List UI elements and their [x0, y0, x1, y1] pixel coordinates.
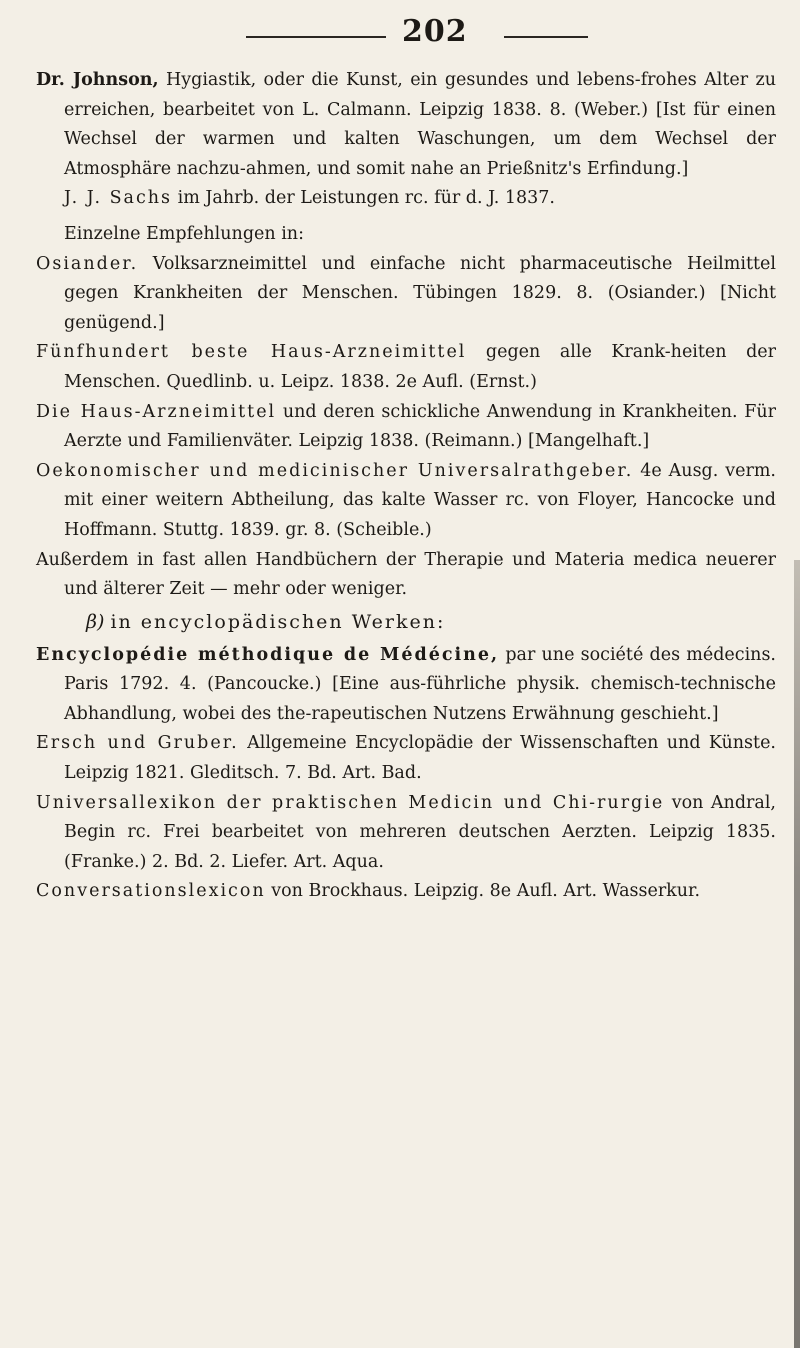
entry-text: Außerdem in fast allen Handbüchern der Therapie und Materia medica neuerer und älterer Zeit — mehr oder weniger.: [36, 549, 776, 600]
entry-author: Oekonomischer und medicinischer Universalrathgeber.: [36, 460, 634, 481]
entry-text: Allgemeine Encyclopädie der Wissenschaften und Künste. Leipzig 1821. Gleditsch. 7. Bd. Art. Bad.: [64, 733, 776, 784]
entry-author: Encyclopédie méthodique de Médécine,: [36, 644, 500, 665]
section-label: β): [86, 610, 105, 633]
entry-author: Ersch und Gruber.: [36, 733, 239, 754]
entry-text: Hygiastik, oder die Kunst, ein gesundes und lebens-frohes Alter zu erreichen, bearbeitet von L. Calmann. Leipzig 1838. 8. (Weber.) [Ist für einen Wechsel der warmen und kalten Waschungen, um dem Wechsel der Atmosphäre nachzu-ahmen, und somit nahe an Prießnitz's Erfindung.]: [64, 70, 776, 179]
section-b-heading: [86, 607, 776, 637]
page-number: 202: [402, 14, 468, 49]
entry-author: Die Haus-Arzneimittel: [36, 401, 277, 422]
entry-universallexikon: [36, 789, 776, 878]
entry-text: im Jahrb. der Leistungen rc. für d. J. 1837.: [177, 188, 555, 209]
page-header: [36, 10, 776, 66]
entry-conversations: [36, 877, 776, 907]
entry-author: Dr. Johnson,: [36, 70, 159, 90]
entry-author: Osiander.: [36, 253, 139, 274]
entry-ausserdem: [36, 546, 776, 605]
subheading: Einzelne Empfehlungen in:: [64, 223, 304, 244]
entry-encyclopedie: [36, 641, 776, 730]
entry-text: 4e Ausg. verm. mit einer weitern Abtheilung, das kalte Wasser rc. von Floyer, Hancocke und Hoffmann. Stuttg. 1839. gr. 8. (Scheible.): [64, 460, 776, 540]
entry-author: Fünfhundert beste Haus-Arzneimittel: [36, 342, 467, 363]
header-rule-left: [246, 36, 386, 38]
entry-author: J. J. Sachs: [64, 188, 173, 209]
entry-fuenfhundert: [36, 338, 776, 397]
entry-sachs: [36, 184, 776, 214]
book-page: [36, 10, 776, 907]
entry-text: gegen alle Krank-heiten der Menschen. Quedlinb. u. Leipz. 1838. 2e Aufl. (Ernst.): [64, 342, 776, 392]
entry-text: und deren schickliche Anwendung in Krankheiten. Für Aerzte und Familienväter. Leipzig 1838. (Reimann.) [Mangelhaft.]: [64, 401, 776, 452]
entry-johnson: [36, 66, 776, 184]
section-title: in encyclopädischen Werken:: [110, 610, 446, 633]
entry-text: Volksarzneimittel und einfache nicht pharmaceutische Heilmittel gegen Krankheiten der Menschen. Tübingen 1829. 8. (Osiander.) [Nicht genügend.]: [64, 253, 776, 333]
entry-text: von Brockhaus. Leipzig. 8e Aufl. Art. Wasserkur.: [271, 881, 701, 902]
entry-ersch: [36, 729, 776, 788]
entry-text: von Andral, Begin rc. Frei bearbeitet von mehreren deutschen Aerzten. Leipzig 1835. (Franke.) 2. Bd. 2. Liefer. Art. Aqua.: [64, 792, 776, 872]
entry-hausarzneimittel: [36, 398, 776, 457]
entry-author: Universallexikon der praktischen Medicin und Chi-rurgie: [36, 792, 665, 813]
entry-osiander: [36, 250, 776, 339]
header-rule-right: [504, 36, 588, 38]
entry-author: Conversationslexicon: [36, 881, 266, 902]
entry-text: par une société des médecins. Paris 1792. 4. (Pancoucke.) [Eine aus-führliche physik. chemisch-technische Abhandlung, wobei des the-rapeutischen Nutzens Erwähnung geschieht.]: [64, 644, 776, 724]
page-edge-shadow: [794, 560, 800, 1348]
entry-oekonomisch: [36, 457, 776, 546]
